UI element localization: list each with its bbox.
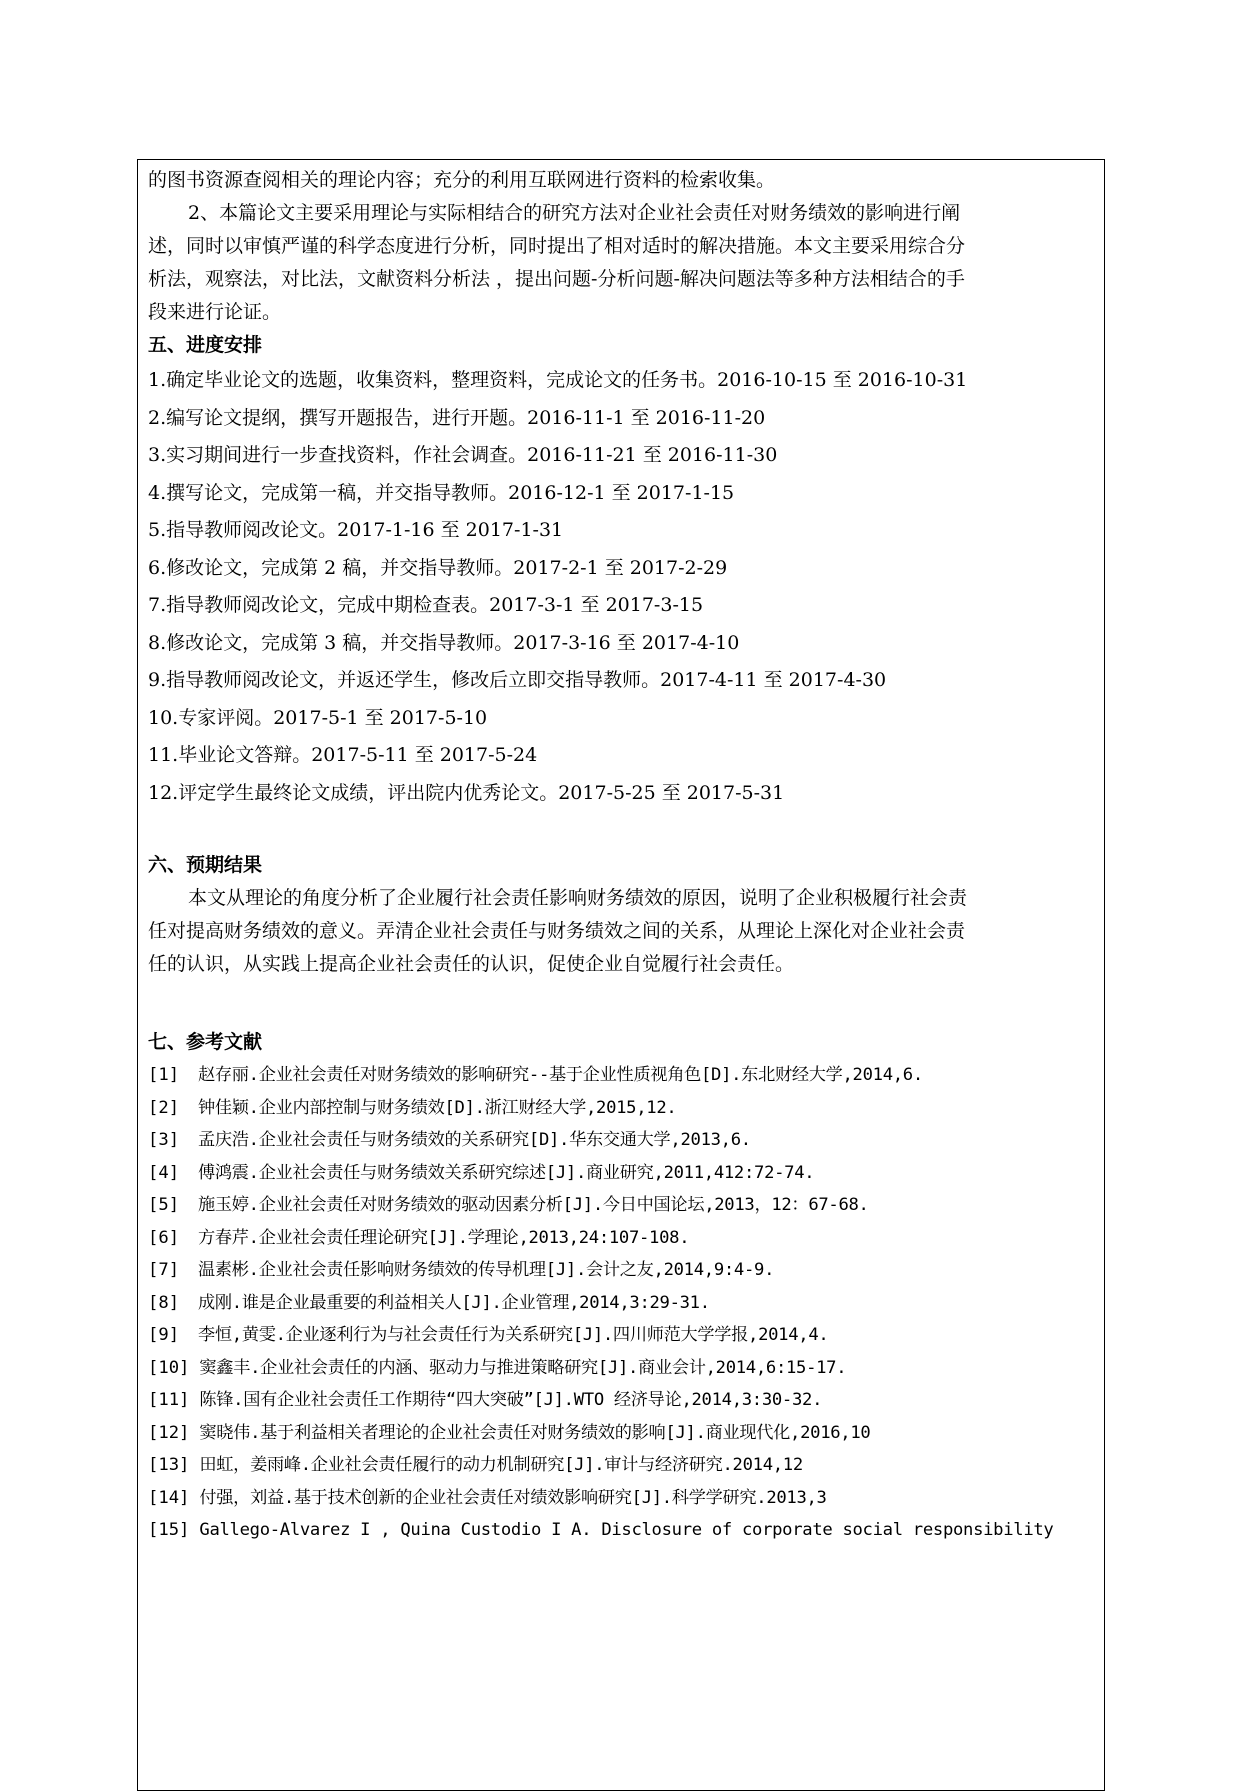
results-heading: 六、预期结果 [148, 854, 263, 876]
reference-text: 陈锋.国有企业社会责任工作期待“四大突破”[J].WTO 经济导论,2014,3:30-32. [199, 1390, 823, 1410]
spacer [148, 812, 1100, 849]
reference-item [148, 1352, 1100, 1385]
reference-number: [8] [148, 1292, 180, 1313]
schedule-item: 10.专家评阅。2017-5-1 至 2017-5-10 [148, 706, 488, 729]
reference-text: 温素彬.企业社会责任影响财务绩效的传导机理[J].会计之友,2014,9:4-9. [198, 1260, 775, 1280]
reference-number: [5] [148, 1195, 180, 1215]
reference-number: [4] [148, 1162, 180, 1183]
reference-text: 傅鸿震.企业社会责任与财务绩效关系研究综述[J].商业研究,2011,412:72-74. [198, 1162, 815, 1183]
references-heading: 七、参考文献 [148, 1031, 263, 1053]
schedule-item: 6.修改论文，完成第 2 稿，并交指导教师。2017-2-1 至 2017-2-29 [148, 556, 728, 579]
reference-text: 方春芹.企业社会责任理论研究[J].学理论,2013,24:107-108. [198, 1227, 690, 1248]
schedule-item: 4.撰写论文，完成第一稿，并交指导教师。2016-12-1 至 2017-1-15 [148, 481, 735, 504]
reference-item [148, 1417, 1100, 1450]
reference-text: 窦晓伟.基于利益相关者理论的企业社会责任对财务绩效的影响[J].商业现代化,2016,10 [199, 1422, 871, 1443]
results-paragraph [148, 882, 1100, 981]
schedule-item: 3.实习期间进行一步查找资料，作社会调查。2016-11-21 至 2016-11-30 [148, 444, 778, 466]
reference-item [148, 1059, 1100, 1092]
reference-item [148, 1482, 1100, 1515]
schedule-item: 12.评定学生最终论文成绩，评出院内优秀论文。2017-5-25 至 2017-5-31 [148, 781, 785, 804]
schedule-list [148, 362, 1100, 812]
reference-text: 付强，刘益.基于技术创新的企业社会责任对绩效影响研究[J].科学学研究.2013,3 [199, 1487, 827, 1508]
reference-number: [13] [148, 1455, 190, 1475]
results-line-1: 本文从理论的角度分析了企业履行社会责任影响财务绩效的原因，说明了企业积极履行社会责 [188, 887, 968, 909]
document-frame [137, 159, 1105, 1791]
method-paragraph [148, 164, 1100, 329]
reference-number: [15] [148, 1520, 190, 1540]
reference-number: [9] [148, 1325, 180, 1345]
reference-item [148, 1384, 1100, 1417]
reference-item [148, 1157, 1100, 1190]
reference-text: 李恒,黄雯.企业逐利行为与社会责任行为关系研究[J].四川师范大学学报,2014,4. [198, 1325, 829, 1345]
references-list [148, 1059, 1100, 1547]
document-content [148, 164, 1100, 1547]
reference-number: [14] [148, 1487, 190, 1508]
method-line-2: 2、本篇论文主要采用理论与实际相结合的研究方法对企业社会责任对财务绩效的影响进行阐 [188, 202, 961, 224]
reference-text: Gallego-Alvarez I , Quina Custodio I A. Disclosure of corporate social responsibility [199, 1520, 1054, 1540]
reference-text: 钟佳颖.企业内部控制与财务绩效[D].浙江财经大学,2015,12. [198, 1097, 677, 1118]
reference-text: 田虹，姜雨峰.企业社会责任履行的动力机制研究[J].审计与经济研究.2014,12 [199, 1455, 803, 1475]
reference-number: [12] [148, 1422, 190, 1443]
reference-item [148, 1092, 1100, 1125]
reference-text: 窦鑫丰.企业社会责任的内涵、驱动力与推进策略研究[J].商业会计,2014,6:15-17. [199, 1357, 847, 1378]
reference-text: 赵存丽.企业社会责任对财务绩效的影响研究--基于企业性质视角色[D].东北财经大学,2014,6. [198, 1065, 923, 1085]
method-line-5: 段来进行论证。 [148, 301, 282, 323]
reference-text: 成刚.谁是企业最重要的利益相关人[J].企业管理,2014,3:29-31. [198, 1292, 710, 1313]
reference-item [148, 1124, 1100, 1157]
method-line-3: 述，同时以审慎严谨的科学态度进行分析，同时提出了相对适时的解决措施。本文主要采用综合分 [148, 235, 966, 257]
schedule-item: 11.毕业论文答辩。2017-5-11 至 2017-5-24 [148, 744, 538, 766]
reference-number: [3] [148, 1130, 180, 1150]
reference-item [148, 1189, 1100, 1222]
reference-item [148, 1222, 1100, 1255]
schedule-item: 9.指导教师阅改论文，并返还学生，修改后立即交指导教师。2017-4-11 至 2017-4-30 [148, 669, 887, 691]
method-line-1: 的图书资源查阅相关的理论内容；充分的利用互联网进行资料的检索收集。 [148, 169, 776, 191]
reference-item [148, 1514, 1100, 1547]
reference-number: [10] [148, 1357, 190, 1378]
schedule-item: 2.编写论文提纲，撰写开题报告，进行开题。2016-11-1 至 2016-11-20 [148, 406, 766, 429]
reference-text: 施玉婷.企业社会责任对财务绩效的驱动因素分析[J].今日中国论坛,2013，12：67-68. [198, 1195, 869, 1215]
reference-item [148, 1319, 1100, 1352]
reference-item [148, 1254, 1100, 1287]
schedule-heading: 五、进度安排 [148, 334, 263, 356]
schedule-item: 7.指导教师阅改论文，完成中期检查表。2017-3-1 至 2017-3-15 [148, 594, 704, 616]
reference-number: [1] [148, 1065, 180, 1085]
reference-item [148, 1287, 1100, 1320]
schedule-item: 8.修改论文，完成第 3 稿，并交指导教师。2017-3-16 至 2017-4-10 [148, 631, 740, 654]
reference-number: [7] [148, 1260, 180, 1280]
schedule-item: 1.确定毕业论文的选题，收集资料，整理资料，完成论文的任务书。2016-10-15 至 2016-10-31 [148, 369, 968, 391]
results-line-3: 任的认识，从实践上提高企业社会责任的认识，促使企业自觉履行社会责任。 [148, 953, 795, 975]
reference-number: [6] [148, 1227, 180, 1248]
spacer [148, 981, 1100, 1026]
reference-number: [11] [148, 1390, 190, 1410]
reference-text: 孟庆浩.企业社会责任与财务绩效的关系研究[D].华东交通大学,2013,6. [198, 1130, 751, 1150]
results-line-2: 任对提高财务绩效的意义。弄清企业社会责任与财务绩效之间的关系，从理论上深化对企业社会责 [148, 920, 966, 942]
method-line-4: 析法，观察法，对比法，文献资料分析法 ，提出问题-分析问题-解决问题法等多种方法相结合的手 [148, 268, 965, 290]
schedule-item: 5.指导教师阅改论文。2017-1-16 至 2017-1-31 [148, 519, 564, 541]
reference-item [148, 1449, 1100, 1482]
reference-number: [2] [148, 1097, 180, 1118]
